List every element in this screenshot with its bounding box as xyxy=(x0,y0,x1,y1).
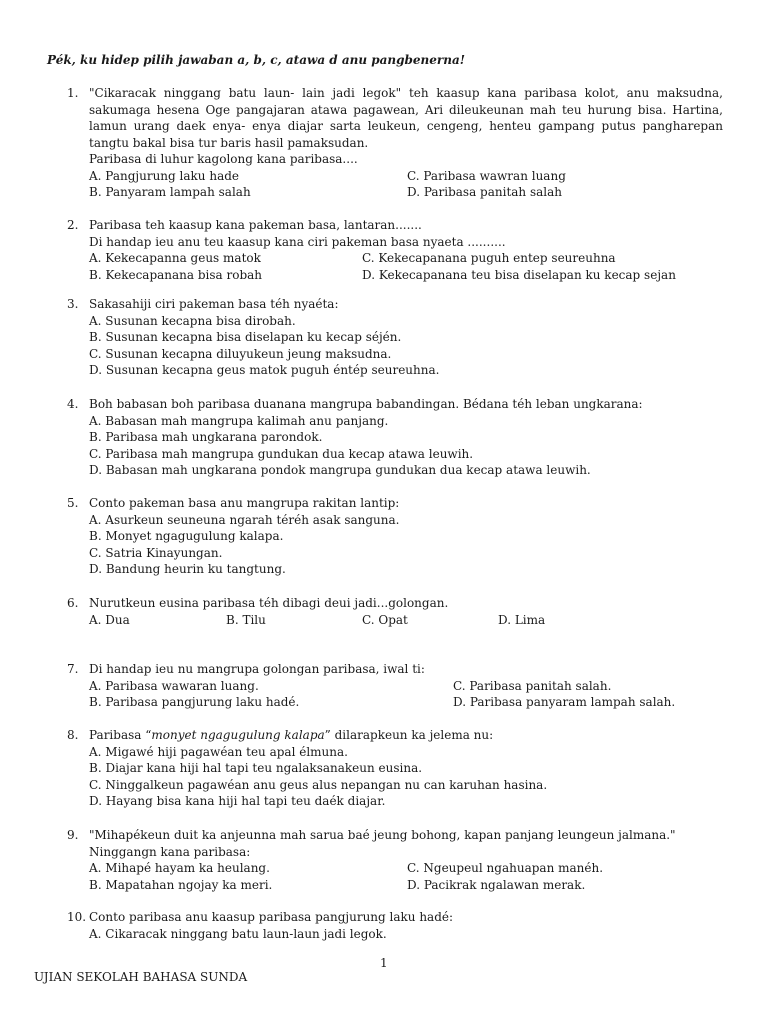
option-b[interactable]: B. Mapatahan ngojay ka meri. xyxy=(89,877,273,892)
option-b[interactable]: B. Monyet ngagugulung kalapa. xyxy=(89,529,284,543)
question-number: 3. xyxy=(67,297,79,311)
question-8 xyxy=(67,727,723,810)
option-d[interactable]: D. Pacikrak ngalawan merak. xyxy=(407,877,586,892)
option-b[interactable]: B. Diajar kana hiji hal tapi teu ngalaksanakeun eusina. xyxy=(89,761,423,775)
option-c[interactable]: C. Paribasa panitah salah. xyxy=(453,678,612,693)
question-text: Di handap ieu anu teu kaasup kana ciri pakeman basa nyaeta .......... xyxy=(89,234,506,249)
question-6 xyxy=(67,595,723,629)
question-number: 6. xyxy=(67,596,79,610)
option-c[interactable]: C. Ngeupeul ngahuapan manéh. xyxy=(407,861,604,875)
option-d[interactable]: D. Babasan mah ungkarana pondok mangrupa gundukan dua kecap atawa leuwih. xyxy=(89,463,591,477)
question-text: Ninggangn kana paribasa: xyxy=(89,844,251,859)
question-text xyxy=(89,727,723,744)
option-d[interactable]: D. Bandung heurin ku tangtung. xyxy=(89,562,286,576)
option-a[interactable]: A. Kekecapanna geus matok xyxy=(89,251,261,265)
question-text: Conto paribasa anu kaasup paribasa pangjurung laku hadé: xyxy=(89,910,454,924)
proverb-italic: monyet ngagugulung kalapa xyxy=(151,728,325,742)
option-d[interactable]: D. Hayang bisa kana hiji hal tapi teu daék diajar. xyxy=(89,794,386,808)
option-b[interactable]: B. Panyaram lampah salah xyxy=(89,185,251,199)
question-5 xyxy=(67,495,723,578)
question-number: 4. xyxy=(67,397,79,411)
question-number: 1. xyxy=(67,86,79,100)
option-a[interactable]: A. Mihapé hayam ka heulang. xyxy=(89,861,270,875)
question-text: Conto pakeman basa anu mangrupa rakitan lantip: xyxy=(89,496,400,510)
question-number: 5. xyxy=(67,496,79,510)
option-d[interactable]: D. Paribasa panitah salah xyxy=(407,185,563,199)
option-a[interactable]: A. Dua xyxy=(89,612,130,627)
option-c[interactable]: C. Paribasa mah mangrupa gundukan dua kecap atawa leuwih. xyxy=(89,446,474,461)
option-a[interactable]: A. Babasan mah mangrupa kalimah anu panjang. xyxy=(89,413,389,428)
option-b[interactable]: B. Paribasa mah ungkarana parondok. xyxy=(89,430,323,444)
question-number: 10. xyxy=(67,910,87,924)
page-number: 1 xyxy=(380,956,388,970)
option-c[interactable]: C. Susunan kecapna diluyukeun jeung maksudna. xyxy=(89,346,392,361)
option-b[interactable]: B. Paribasa pangjurung laku hadé. xyxy=(89,695,300,709)
question-text: Boh babasan boh paribasa duanana mangrupa babandingan. Bédana téh leban ungkarana: xyxy=(89,397,643,411)
question-10 xyxy=(67,909,723,942)
option-d[interactable]: D. Kekecapanana teu bisa diselapan ku kecap sejan xyxy=(362,267,676,282)
option-d[interactable]: D. Paribasa panyaram lampah salah. xyxy=(453,695,676,709)
question-4 xyxy=(67,396,723,479)
question-number: 7. xyxy=(67,662,79,676)
question-text: Nurutkeun eusina paribasa téh dibagi deui jadi...golongan. xyxy=(89,596,449,610)
option-d[interactable]: D. Susunan kecapna geus matok puguh éntép seureuhna. xyxy=(89,363,440,377)
option-a[interactable]: A. Asurkeun seuneuna ngarah téréh asak sanguna. xyxy=(89,512,400,527)
option-c[interactable]: C. Kekecapanana puguh entep seureuhna xyxy=(362,251,616,265)
question-text-prefix: Paribasa “ xyxy=(89,728,152,742)
question-text-suffix: ” dilarapkeun ka jelema nu: xyxy=(324,728,494,742)
question-text: Paribasa teh kaasup kana pakeman basa, lantaran....... xyxy=(89,218,422,232)
option-a[interactable]: A. Susunan kecapna bisa dirobah. xyxy=(89,313,296,328)
option-a[interactable]: A. Migawé hiji pagawéan teu apal élmuna. xyxy=(89,744,348,759)
option-a[interactable]: A. Paribasa wawaran luang. xyxy=(89,678,259,693)
footer-title: UJIAN SEKOLAH BAHASA SUNDA xyxy=(34,970,248,984)
question-text: Paribasa di luhur kagolong kana paribasa.... xyxy=(89,152,358,166)
option-c[interactable]: C. Satria Kinayungan. xyxy=(89,545,223,560)
option-c[interactable]: C. Paribasa wawran luang xyxy=(407,168,566,183)
question-number: 2. xyxy=(67,218,79,232)
option-d[interactable]: D. Lima xyxy=(498,612,546,627)
option-b[interactable]: B. Susunan kecapna bisa diselapan ku kecap séjén. xyxy=(89,330,402,344)
question-number: 9. xyxy=(67,828,79,842)
question-text: Sakasahiji ciri pakeman basa téh nyaéta: xyxy=(89,297,339,311)
instruction-text: Pék, ku hidep pilih jawaban a, b, c, atawa d anu pangbenerna! xyxy=(47,53,466,67)
question-2 xyxy=(67,217,723,283)
question-9 xyxy=(67,827,723,893)
question-7 xyxy=(67,661,723,711)
question-paragraph: "Cikaracak ninggang batu laun- lain jadi legok" teh kaasup kana paribasa kolot, anu maksudna, sakumaga hesena Oge pangajaran atawa pagawean, Ari dileukeunan mah teu hurung bisa. Hartina, lamun urang daek enya- enya diajar sarta leukeun, cengeng, henteu gampang putus pangharepan tangtu bakal bisa tur baris hasil pamaksudan. xyxy=(89,86,723,150)
option-c[interactable]: C. Opat xyxy=(362,612,408,627)
option-b[interactable]: B. Kekecapanana bisa robah xyxy=(89,267,263,282)
question-1 xyxy=(67,85,723,201)
option-a[interactable]: A. Pangjurung laku hade xyxy=(89,168,240,183)
option-a[interactable]: A. Cikaracak ninggang batu laun-laun jadi legok. xyxy=(89,926,387,941)
question-text: "Mihapékeun duit ka anjeunna mah sarua baé jeung bohong, kapan panjang leungeun jalmana." xyxy=(89,828,676,842)
question-text: Di handap ieu nu mangrupa golongan paribasa, iwal ti: xyxy=(89,662,425,676)
question-3 xyxy=(67,296,723,379)
option-c[interactable]: C. Ninggalkeun pagawéan anu geus alus nepangan nu can karuhan hasina. xyxy=(89,777,548,792)
option-b[interactable]: B. Tilu xyxy=(226,612,266,627)
question-number: 8. xyxy=(67,728,79,742)
